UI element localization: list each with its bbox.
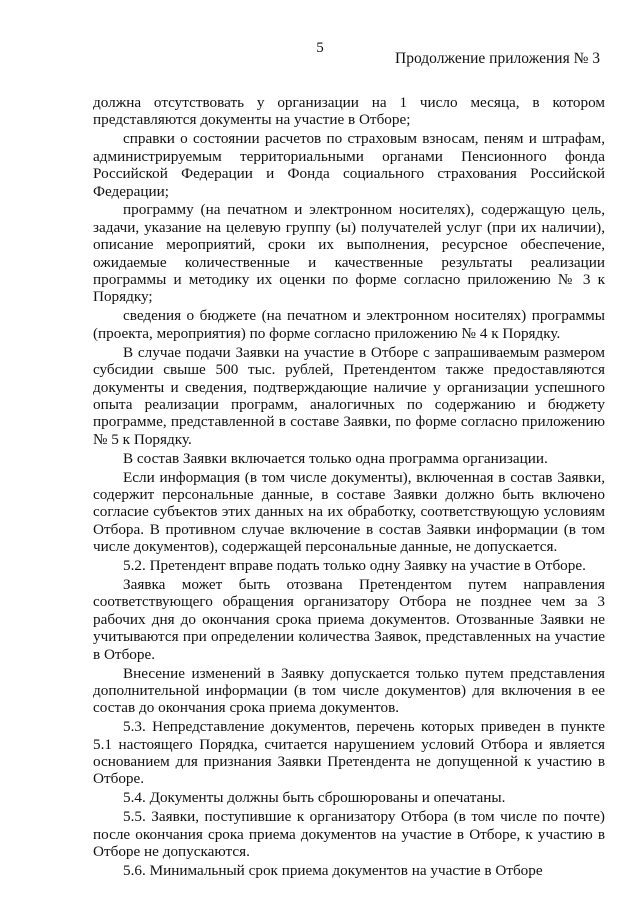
paragraph-5-2: 5.2. Претендент вправе подать только одну Заявку на участие в Отборе. — [123, 557, 586, 575]
paragraph-5-3: 5.3. Непредставление документов, перечень которых приведен в пункте 5.1 настоящего Порядка, считается нарушением условий Отбора и является основанием для признания Заявки Претендента не допущенной к участию в Отборе. — [93, 718, 605, 788]
document-body — [93, 94, 605, 881]
paragraph-one-program: В состав Заявки включается только одна программа организации. — [123, 449, 548, 467]
paragraph-amendments: Внесение изменений в Заявку допускается только путем представления дополнительной информации (в том числе документов) для включения в ее состав до окончания срока приема документов. — [93, 664, 605, 717]
paragraph-budget-info: сведения о бюджете (на печатном и электронном носителях) программы (проекта, мероприятия) по форме согласно приложению № 4 к Порядку. — [93, 307, 605, 342]
page-number: 5 — [316, 40, 324, 56]
paragraph-5-5: 5.5. Заявки, поступившие к организатору Отбора (в том числе по почте) после окончания срока приема документов на участие в Отборе, к участию в Отборе не допускаются. — [93, 808, 605, 861]
paragraph-personal-data: Если информация (в том числе документы), включенная в состав Заявки, содержит персональные данные, в составе Заявки должно быть включено согласие субъектов этих данных на их обработку, соответствующую условиям Отбора. В противном случае включение в состав Заявки информации (в том числе документов), содержащей персональные данные, не допускается. — [93, 468, 605, 556]
paragraph-program: программу (на печатном и электронном носителях), содержащую цель, задачи, указание на целевую группу (ы) получателей услуг (при их наличии), описание мероприятий, сроки их выполнения, ресурсное обеспечение, ожидаемые количественные и качественные результаты реализации программы и методику их оценки по форме согласно приложению № 3 к Порядку; — [93, 201, 605, 306]
paragraph-continuation: должна отсутствовать у организации на 1 число месяца, в котором представляются документы на участие в Отборе; — [93, 94, 605, 129]
paragraph-insurance-certificates: справки о состоянии расчетов по страховым взносам, пеням и штрафам, администрируемым территориальными органами Пенсионного фонда Российской Федерации и Фонда социального страхования Российской Федерации; — [93, 130, 605, 200]
paragraph-withdrawal: Заявка может быть отозвана Претендентом путем направления соответствующего обращения организатору Отбора не позднее чем за 3 рабочих дня до окончания срока приема документов. Отозванные Заявки не учитываются при определении количества Заявок, представленных на участие в Отборе. — [93, 575, 605, 663]
paragraph-large-subsidy: В случае подачи Заявки на участие в Отборе с запрашиваемым размером субсидии свыше 500 тыс. рублей, Претендентом также предоставляются документы и сведения, подтверждающие наличие у организации успешного опыта реализации программ, аналогичных по содержанию и бюджету программе, представленной в составе Заявки, по форме согласно приложению № 5 к Порядку. — [93, 343, 605, 448]
running-header: Продолжение приложения № 3 — [395, 50, 600, 67]
paragraph-5-4: 5.4. Документы должны быть сброшюрованы и опечатаны. — [123, 789, 506, 807]
paragraph-5-6: 5.6. Минимальный срок приема документов на участие в Отборе — [123, 861, 543, 879]
